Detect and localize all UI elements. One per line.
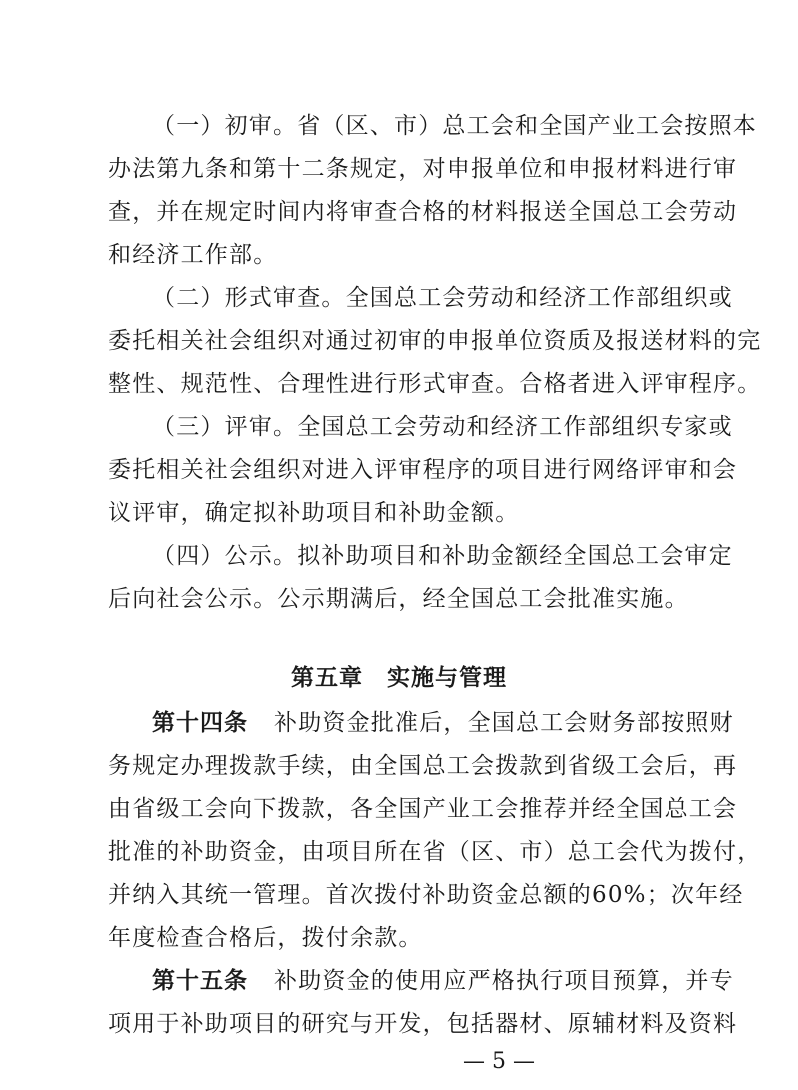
paragraph-line: （四）公示。拟补助项目和补助金额经全国总工会审定 — [152, 543, 733, 569]
paragraph-line: 务规定办理拨款手续，由全国总工会拨款到省级工会后，再 — [108, 753, 738, 779]
paragraph-line: 委托相关社会组织对通过初审的申报单位资质及报送材料的完 — [108, 328, 762, 354]
article-text: 补助资金的使用应严格执行项目预算，并专 — [274, 968, 734, 994]
paragraph-line: 年度检查合格后，拨付余款。 — [108, 925, 423, 951]
paragraph-line: 办法第九条和第十二条规定，对申报单位和申报材料进行审 — [108, 156, 738, 182]
paragraph-line: 整性、规范性、合理性进行形式审查。合格者进入评审程序。 — [108, 371, 762, 397]
paragraph-line: 项用于补助项目的研究与开发，包括器材、原辅材料及资料 — [108, 1011, 738, 1037]
article-first-line — [152, 707, 734, 739]
paragraph-line: 委托相关社会组织对进入评审程序的项目进行网络评审和会 — [108, 457, 738, 483]
article-label: 第十四条 — [152, 710, 248, 736]
paragraph-line: 并纳入其统一管理。首次拨付补助资金总额的60%；次年经 — [108, 882, 744, 908]
paragraph-line: 查，并在规定时间内将审查合格的材料报送全国总工会劳动 — [108, 199, 738, 225]
paragraph-line: 由省级工会向下拨款，各全国产业工会推荐并经全国总工会 — [108, 796, 738, 822]
article-first-line — [152, 965, 734, 997]
paragraph-line: 议评审，确定拟补助项目和补助金额。 — [108, 500, 520, 526]
page-number: — 5 — — [463, 1049, 535, 1074]
paragraph-line: （三）评审。全国总工会劳动和经济工作部组织专家或 — [152, 414, 733, 440]
paragraph-line: 批准的补助资金，由项目所在省（区、市）总工会代为拨付， — [108, 839, 762, 865]
paragraph-line: （二）形式审查。全国总工会劳动和经济工作部组织或 — [152, 285, 733, 311]
paragraph-line: 和经济工作部。 — [108, 242, 278, 268]
paragraph-line: 后向社会公示。公示期满后，经全国总工会批准实施。 — [108, 586, 689, 612]
article-label: 第十五条 — [152, 968, 248, 994]
chapter-heading: 第五章 实施与管理 — [291, 665, 507, 691]
article-text: 补助资金批准后，全国总工会财务部按照财 — [274, 710, 734, 736]
paragraph-line: （一）初审。省（区、市）总工会和全国产业工会按照本 — [152, 113, 757, 139]
